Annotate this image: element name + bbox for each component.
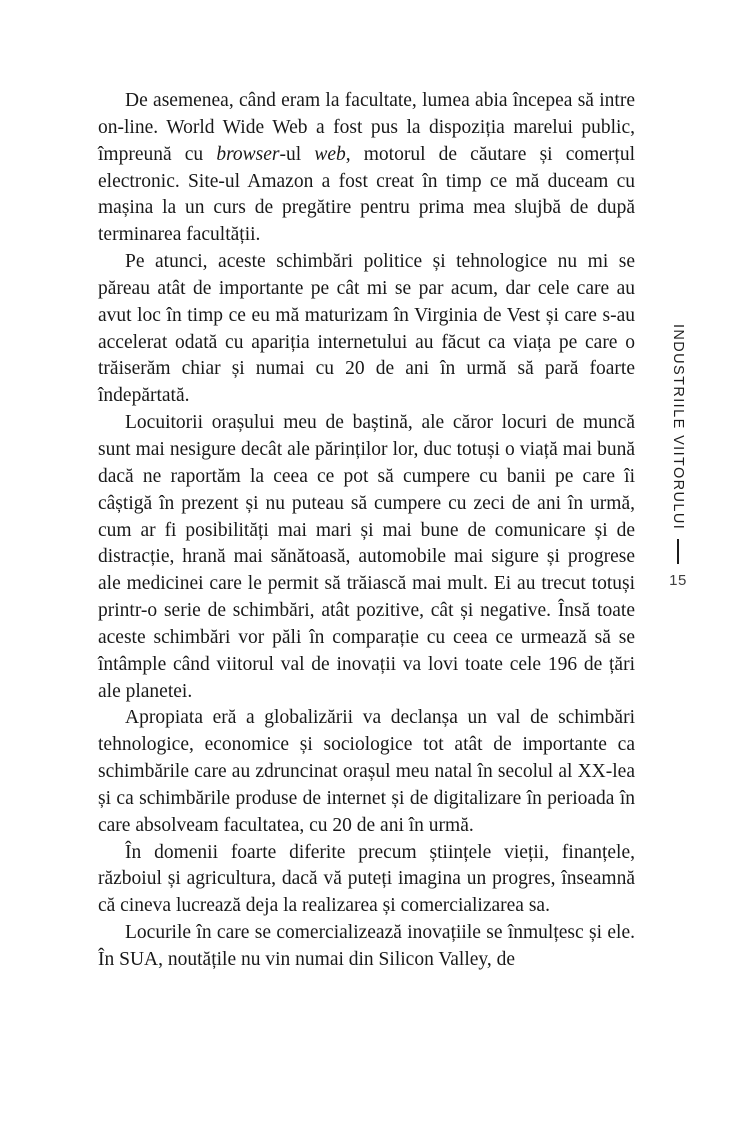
page-margin <box>652 324 704 589</box>
italic-text-segment: web <box>314 143 346 165</box>
running-title: INDUSTRIILE VIITORULUI <box>670 324 686 531</box>
page-number: 15 <box>669 572 687 590</box>
text-segment: Apropiata eră a globalizării va declanșa un val de schimbări tehnologice, economice și sociologice tot atât de importante ca schimbările care au zdruncinat orașul meu natal în secolul al XX-lea și ca schimbările produse de internet și de digitalizare în perioada în care absolveam facultatea, cu 20 de ani în urmă. <box>98 707 635 836</box>
text-segment: Locuitorii orașului meu de baștină, ale căror locuri de muncă sunt mai nesigure decât ale părinților lor, duc totuși o viață mai bună dacă ne raportăm la ceea ce pot să cumpere cu banii pe care îi câștigă în prezent și nu puteau să cumpere cu zeci de ani în urmă, cum ar fi posibilități mai mari și mai bune de comunicare și de distracție, hrană mai sănătoasă, automobile mai sigure și progrese ale medicinei care le permit să trăiască mai mult. Ei au trecut totuși printr-o serie de schimbări, atât pozitive, cât și negative. Însă toate aceste schimbări vor păli în comparație cu ceea ce urmează să se întâmple când viitorul val de inovații va lovi toate cele 196 de țări ale planetei. <box>98 412 635 702</box>
text-segment: , motorul de căutare și comerțul electronic. Site-ul Amazon a fost creat în timp ce mă duceam cu mașina la un curs de pregătire pentru prima mea slujbă de după terminarea facultății. <box>98 143 636 246</box>
text-segment: De asemenea, când eram la facultate, lumea abia începea să intre on-line. World Wide Web a fost pus la dispoziția marelui public, împreună cu <box>98 90 635 165</box>
paragraph <box>98 88 635 249</box>
italic-text-segment: browser <box>216 143 280 165</box>
paragraph <box>98 410 635 705</box>
text-segment: -ul <box>279 143 315 165</box>
paragraph <box>98 249 635 410</box>
paragraph <box>98 920 635 974</box>
paragraph <box>98 705 635 839</box>
text-segment: Locurile în care se comercializează inovațiile se înmulțesc și ele. În SUA, noutățile nu vin numai din Silicon Valley, de <box>98 922 635 970</box>
separator-line <box>677 539 679 564</box>
text-segment: În domenii foarte diferite precum științele vieții, finanțele, războiul și agricultura, dacă vă puteți imagina un progres, înseamnă că cineva lucrează deja la realizarea și comercializarea sa. <box>98 841 635 917</box>
text-segment: Pe atunci, aceste schimbări politice și tehnologice nu mi se păreau atât de importante pe cât mi se par acum, dar cele care au avut loc în timp ce eu mă maturizam în Virginia de Vest și care s-au accelerat odată cu apariția internetului au făcut ca viața pe care o trăiserăm chiar și numai cu 20 de ani în urmă să pară foarte îndepărtată. <box>98 251 635 407</box>
paragraph <box>98 840 635 921</box>
body-text <box>98 88 635 974</box>
